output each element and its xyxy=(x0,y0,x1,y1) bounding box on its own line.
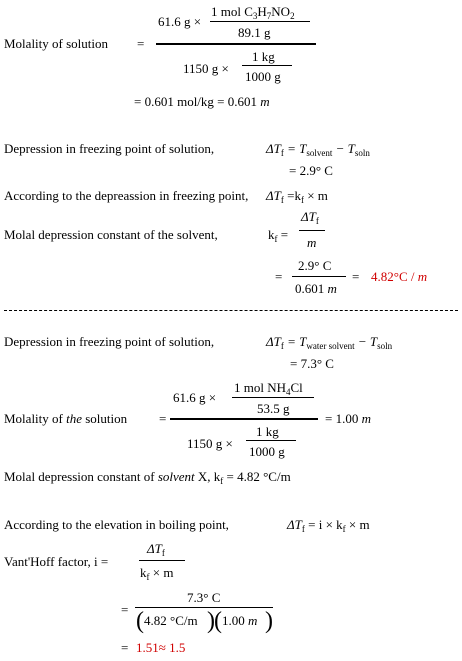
equals-sign: = xyxy=(352,269,360,284)
molality-label: Molality of the solution xyxy=(4,411,128,426)
grams-unit: 1000 g xyxy=(245,69,281,84)
numerator-mass: 61.6 g × xyxy=(158,14,202,29)
kg-unit: 1 kg xyxy=(252,49,275,64)
equals-sign: = xyxy=(121,602,129,617)
inner-fraction-bar xyxy=(210,21,310,22)
left-paren: ( xyxy=(214,608,222,634)
elevation-equation: $\Delta T_f = i \times k_f \times m$ xyxy=(287,517,370,534)
molal-constant-label: Molal depression constant of solvent X, $k_f = 4.82$ °C/m xyxy=(4,469,291,486)
vh-fraction-bar xyxy=(139,560,185,561)
molality-label: Molality of solution xyxy=(4,36,108,51)
vh-value-numerator: 7.3° C xyxy=(187,590,221,605)
kg-fraction-bar xyxy=(242,65,292,66)
vh-value-bar xyxy=(135,607,273,608)
inner-fraction-bar xyxy=(232,397,314,398)
main-fraction-bar xyxy=(170,418,318,420)
kf-fraction-denominator: m xyxy=(307,235,317,250)
m-value-term: 1.00 m xyxy=(222,613,258,628)
molar-mass: 89.1 g xyxy=(238,25,271,40)
grams-unit: 1000 g xyxy=(249,444,285,459)
vh-fraction-denominator: $k_f \times m$ xyxy=(140,565,174,582)
kg-unit: 1 kg xyxy=(256,424,279,439)
value-denominator: 0.601 m xyxy=(295,281,337,296)
left-paren: ( xyxy=(136,608,144,634)
depression-label: Depression in freezing point of solution, xyxy=(4,334,215,349)
equals-sign: = xyxy=(121,640,129,655)
molar-mass: 53.5 g xyxy=(257,401,290,416)
molality-result: = 1.00 m xyxy=(325,411,371,426)
elevation-label: According to the elevation in boiling point, xyxy=(4,517,229,532)
kf-value-term: 4.82 °C/m xyxy=(144,613,198,628)
denominator-mass: 1150 g × xyxy=(187,436,233,451)
equals-sign: = xyxy=(137,36,145,51)
molal-constant-label: Molal depression constant of the solvent, xyxy=(4,227,218,242)
vant-hoff-result: 1.51≈ 1.5 xyxy=(136,640,186,655)
kf-result: 4.82°C / m xyxy=(371,269,428,284)
delta-t-value: = 7.3° C xyxy=(290,356,334,371)
delta-t-value: = 2.9° C xyxy=(289,163,333,178)
kf-relation: $\Delta T_f =k_f \times m$ xyxy=(266,188,328,205)
right-paren: ) xyxy=(207,608,215,634)
kf-symbol: $k_f$ = xyxy=(268,227,289,244)
vant-hoff-label: Vant'Hoff factor, i = xyxy=(4,554,109,569)
equals-sign: = xyxy=(275,269,283,284)
depression-label: Depression in freezing point of solution, xyxy=(4,141,215,156)
vh-fraction-numerator: $\Delta T_f$ xyxy=(147,541,165,558)
main-fraction-bar xyxy=(156,43,316,45)
kg-fraction-bar xyxy=(246,440,296,441)
kf-fraction-numerator: $\Delta T_f$ xyxy=(301,209,319,226)
molality-result: = 0.601 mol/kg = 0.601 m xyxy=(134,94,270,109)
depression-equation: $\Delta T_f = T_{water solvent} - T_{soln}$ xyxy=(266,334,393,351)
denominator-mass: 1150 g × xyxy=(183,61,229,76)
value-fraction-bar xyxy=(292,276,346,277)
mol-formula: 1 mol $NH_4Cl$ xyxy=(234,380,303,397)
kf-fraction-bar xyxy=(299,230,325,231)
right-paren: ) xyxy=(265,608,273,634)
mol-formula: 1 mol $C_3H_7NO_2$ xyxy=(211,4,295,21)
section-divider xyxy=(4,310,458,311)
equals-sign: = xyxy=(159,411,167,426)
depression-equation: $\Delta T_f = T_{solvent} - T_{soln}$ xyxy=(266,141,370,158)
according-label: According to the depreassion in freezing point, xyxy=(4,188,249,203)
value-numerator: 2.9° C xyxy=(298,258,332,273)
numerator-mass: 61.6 g × xyxy=(173,390,217,405)
